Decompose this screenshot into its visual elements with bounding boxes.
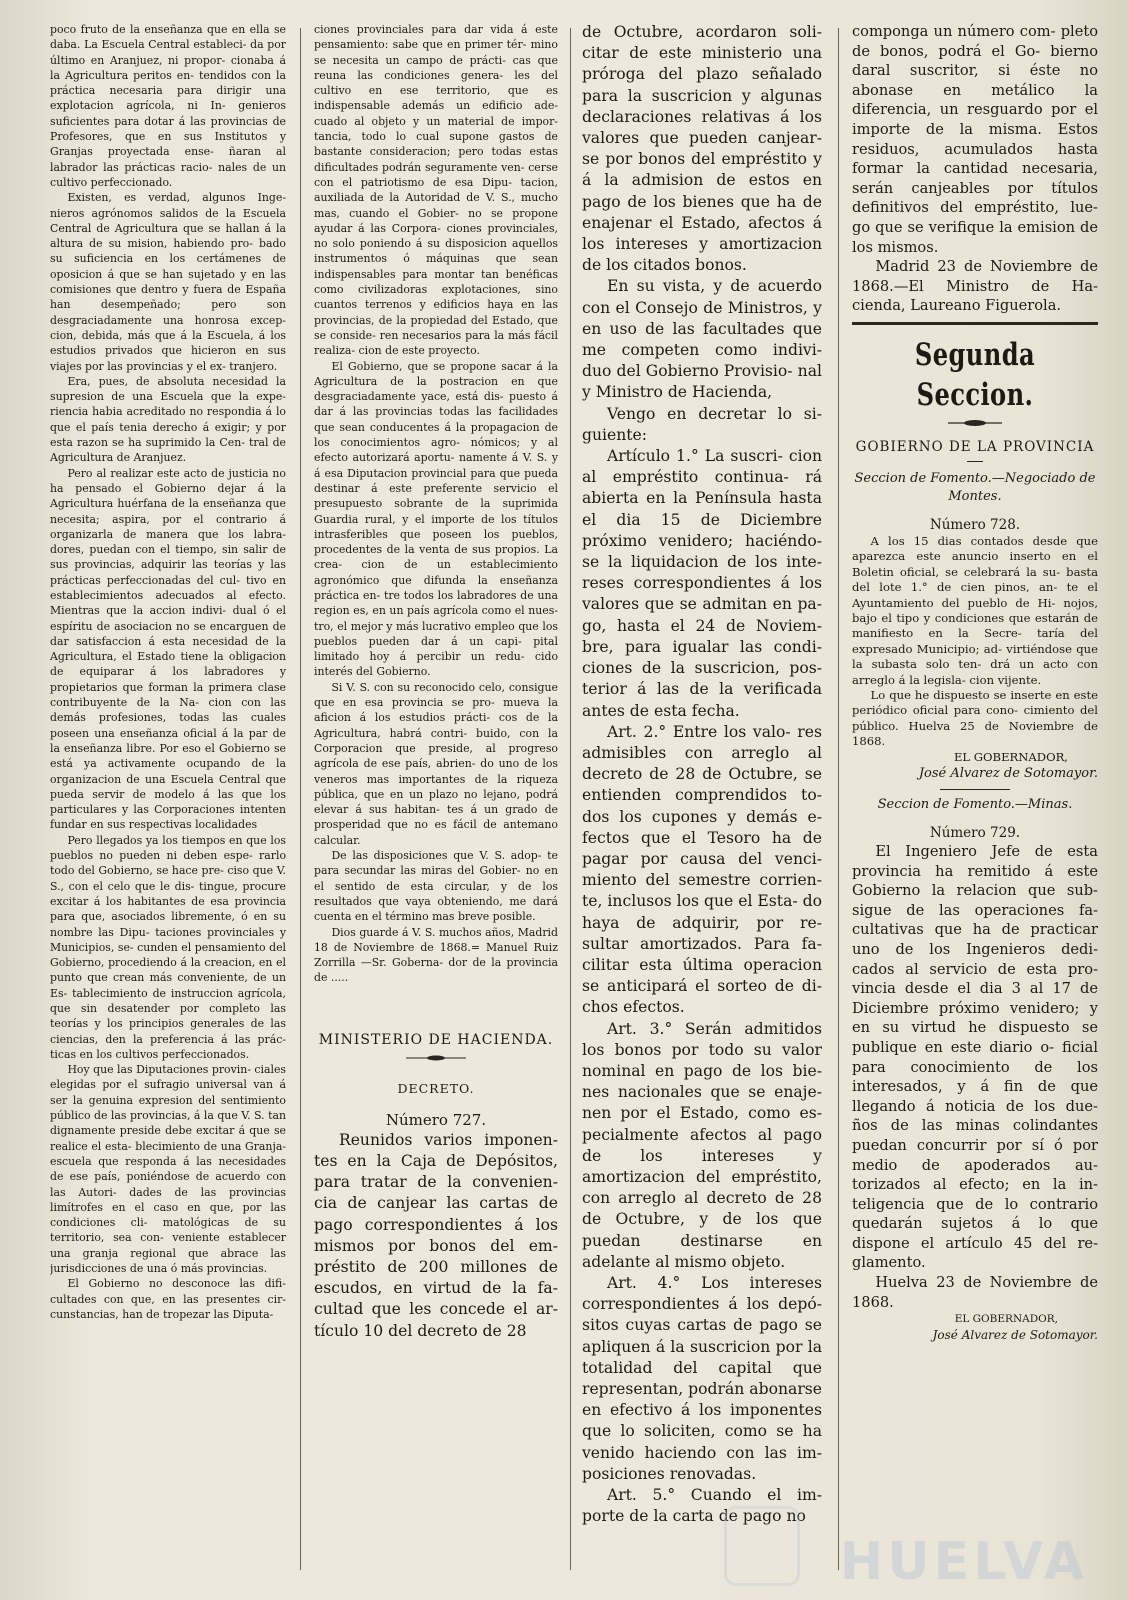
paragraph: Madrid 23 de Noviembre de 1868.—El Ministro de Ha- cienda, Laureano Figuerola. — [852, 258, 1098, 315]
paragraph: ciones provinciales para dar vida á este pensamiento: sabe que en primer tér- mino se necesita un campo de prácti- cas que reuna las condiciones genera- les del cultivo en ese territorio, que es indispensable además un edificio ade- cuado al objeto y un material de impor- tancia, todo lo cual supone gastos de bastante consideracion; pero todas estas dificultades podrán seguramente ven- cerse con el patriotismo de esa Dipu- tacion, auxiliada de la Autoridad de V. S., mucho mas, cuando el Gobier- no se propone ayudar á las Corpora- ciones provinciales, no solo poniendo á su disposicion aquellos instrumentos ó máquinas que sean indispensables para montar tan benéficas como civilizadoras explotaciones, sino cuantos terrenos y edificios haya en las provincias, de la propiedad del Estado, que se conside- ren necesarios para la más fácil realiza- cion de este proyecto. — [314, 23, 558, 358]
governor-title: EL GOBERNADOR, — [953, 749, 1068, 764]
paragraph: Huelva 23 de Noviembre de 1868. — [852, 1274, 1098, 1311]
paragraph: Vengo en decretar lo si- guiente: — [582, 404, 822, 444]
decree-heading: DECRETO. — [397, 1080, 475, 1096]
column-2 — [314, 22, 558, 1586]
paragraph: Pero al realizar este acto de justicia no ha pensado el Gobierno dejar á la Agricultura huérfana de la enseñanza que necesita; aspira, por el contrario á organizarla de manera que los labra- dores, puedan con el tiempo, sin salir de sus provincias, adquirir las teorías y las prácticas perfeccionadas del cul- tivo en establecimientos adecuados al efecto. Mientras que la accion indivi- dual ó el espíritu de asociacion no se encarguen de dar satisfaccion á esta necesidad de la Agricultura, el Estado tiene la obligacion de equiparar á los labradores y propietarios que forman la primera clase contribuyente de la Na- cion con las demás profesiones, todas las cuales poseen una enseñanza oficial á la par de la enseñanza libre. Por eso el Gobierno se está ya activamente ocupando de la organizacion de una Escuela Central que pueda servir de modelo á las que los particulares y las Corporaciones intenten fundar en sus respectivas localidades — [50, 466, 286, 832]
governor-signature: José Alvarez de Sotomayor. — [918, 766, 1098, 781]
paragraph: Artículo 1.° La suscri- cion al empréstito continua- rá abierta en la Península hasta el dia 15 de Diciembre próximo venidero; haciéndo- se la liquidacion de los inte- reses correspondientes á los valores que se admitan en pa- go, hasta el 24 de Noviem- bre, para igualar las condi- ciones de la suscricion, pos- terior á las de la verificada antes de esta fecha. — [582, 447, 822, 720]
governor-signature: José Alvarez de Sotomayor. — [932, 1327, 1098, 1342]
governor-title: EL GOBERNADOR, — [954, 1313, 1058, 1326]
paragraph: A los 15 dias contados desde que aparezca este anuncio inserto en el Boletin oficial, se celebrará la su- basta del lote 1.° de cien pinos, an- te el Ayuntamiento del pueblo de Hi- nojos, bajo el tipo y condiciones que estarán de manifiesto en la Secre- taría del expresado Municipio; ad- virtiéndose que la subasta solo ten- drá un acto con arreglo á la legisla- cion vijente. — [852, 533, 1098, 687]
column-rule — [838, 28, 839, 1570]
paragraph: Hoy que las Diputaciones provin- ciales elegidas por el sufragio universal van á ser la genuina expresion del sentimiento público de las provincias, á la que V. S. tan dignamente preside debe excitar á que se realice el esta- blecimiento de una Granja-escuela que responda á las necesidades de ese país, poniéndose de acuerdo con las Autori- dades de las provincias limítrofes en el caso en que, por las condiciones cli- matológicas de su territorio, sea con- veniente establecer una granja regional que abrace las jurisdicciones de una ó más provincias. — [50, 1063, 286, 1276]
decree-number: Número 727. — [385, 1110, 487, 1129]
column-4 — [852, 22, 1098, 1586]
number-729: Número 729. — [929, 825, 1021, 841]
paragraph: De las disposiciones que V. S. adop- te para secundar las miras del Gobier- no en el sentido de esta circular, y de los resultados que vaya obteniendo, me dará cuenta en el término mas breve posible. — [314, 849, 558, 924]
section-fomento-montes: Seccion de Fomento.—Negociado de Montes. — [854, 470, 1096, 504]
ornament-icon — [940, 419, 1010, 427]
watermark-seal-icon — [724, 1506, 800, 1586]
paragraph: Lo que he dispuesto se inserte en este periódico oficial para cono- cimiento del público. Huelva 25 de Noviembre de 1868. — [852, 687, 1098, 749]
ministry-heading: MINISTERIO DE HACIENDA. — [318, 1031, 554, 1048]
paragraph: Art. 3.° Serán admitidos los bonos por todo su valor nominal en pago de los bie- nes nacionales que se enaje- nen por el Estado, como es- pecialmente afectos al pago de los intereses y amortizacion del empréstito, con arreglo al decreto de 28 de Octubre, y de los que puedan destinarse en adelante al mismo objeto. — [582, 1019, 822, 1271]
paragraph: Existen, es verdad, algunos Inge- nieros agrónomos salidos de la Escuela Central de Agricultura que se hallan á la altura de su mision, habiendo pro- bado su suficiencia en los certámenes de oposicion á que se han sujetado y en las comisiones que dentro y fuera de España han desempeñado; pero son desgraciadamente una honrosa excep- cion, debida, más que á la Escuela, á los estudios privados que hicieron en sus viajes por las provincias y el ex- tranjero. — [50, 191, 286, 373]
paragraph: Era, pues, de absoluta necesidad la supresion de una Escuela que la expe- riencia habia acreditado no respondia á lo que el país tenia derecho á exigir; y por esta razon se ha suprimido la Cen- tral de Agricultura de Aranjuez. — [50, 374, 286, 465]
paragraph: En su vista, y de acuerdo con el Consejo de Ministros, y en uso de las facultades que me competen como indivi- duo del Gobierno Provisio- nal y Ministro de Hacienda, — [582, 277, 822, 402]
paragraph: Art. 2.° Entre los valo- res admisibles con arreglo al decreto de 28 de Octubre, se entienden comprendidos to- dos los cupones y demás e- fectos que el Tesoro ha de pagar por causa del venci- miento del semestre corrien- te, inclusos los que el Esta- do haya de adquirir, por re- sultar amortizados. Para fa- cilitar esta última operacion se anticipará el sorteo de di- chos efectos. — [582, 722, 822, 1017]
column-rule — [300, 28, 301, 1570]
paragraph: Reunidos varios imponen- tes en la Caja de Depósitos, para tratar de la convenien- cia de canjear las cartas de pago correspondientes á los mismos por bonos del em- préstito de 200 millones de escudos, en virtud de la fa- cultad que les concede el ar- tículo 10 del decreto de 28 — [314, 1130, 558, 1340]
government-heading: GOBIERNO DE LA PROVINCIA — [855, 438, 1095, 455]
paragraph: Art. 4.° Los intereses correspondientes á los depó- sitos cuyas cartas de pago se apliquen á la suscricion por la totalidad del capital que representan, podrán abonarse en efectivo á los imponentes que lo soliciten, como se ha venido haciendo con las im- posiciones renovadas. — [582, 1273, 822, 1483]
paragraph: de Octubre, acordaron soli- citar de este ministerio una próroga del plazo señalado para la suscricion y algunas declaraciones relativas á los valores que pueden canjear- se por bonos del empréstito y á la admision de estos en pago de los bienes que ha de enajenar el Estado, afectos á los intereses y amortizacion de los citados bonos. — [582, 23, 822, 275]
ornament-icon — [406, 1054, 466, 1062]
section-rule — [852, 322, 1098, 325]
column-3 — [582, 22, 822, 1586]
paragraph: componga un número com- pleto de bonos, podrá el Go- bierno daral suscritor, si éste no abonase en metálico la diferencia, un resguardo por el importe de la misma. Estos residuos, acumulados hasta formar la cantidad necesaria, serán canjeables por títulos definitivos del empréstito, lue- go que se verifique la emision de los mismos. — [852, 23, 1098, 256]
paragraph: Art. 5.° Cuando el im- porte de la carta de pago no — [582, 1486, 822, 1526]
section-title: Segunda Seccion. — [914, 336, 1036, 413]
paragraph: Si V. S. con su reconocido celo, consigue que en esa provincia se pro- mueva la aficion á los estudios prácti- cos de la Agricultura, habrá contri- buido, con la Corporacion que preside, al progreso agrícola de ese país, abrien- do uno de los veneros mas importantes de la riqueza pública, que en un plazo no lejano, podrá elevar á sus habitan- tes á un grado de prosperidad que no es fácil de antemano calcular. — [314, 680, 558, 847]
column-1 — [50, 22, 286, 1586]
divider — [940, 789, 1010, 790]
watermark: HUELVA — [839, 1532, 1088, 1592]
paragraph: Pero llegados ya los tiempos en que los pueblos no pueden ni deben espe- rarlo todo del Gobierno, se hace pre- ciso que V. S., con el celo que le dis- tingue, procure excitar á los habitantes de esa provincia para que, asociados libremente, ó en su nombre las Dipu- taciones provinciales y Municipios, se- cunden el pensamiento del Gobierno, procediendo á la creacion, en el punto que crean más conveniente, de un Es- tablecimiento de instruccion agrícola, que sin desatender por completo las teorías y los principios generales de las ciencias, den la preferencia á las prác- ticas en los cultivos perfeccionados. — [50, 833, 286, 1061]
divider — [967, 461, 983, 462]
paragraph: Dios guarde á V. S. muchos años, Madrid 18 de Noviembre de 1868.= Manuel Ruiz Zorrilla —Sr. Goberna- dor de la provincia de ..... — [314, 925, 558, 985]
paragraph: El Gobierno no desconoce las difi- cultades con que, en las presentes cir- cunstancias, han de tropezar las Diputa- — [50, 1277, 286, 1321]
paragraph: El Gobierno, que se propone sacar á la Agricultura de la postracion en que desgraciadamente yace, está dis- puesto á dar á las provincias todas las facilidades que sean conducentes á la propagacion de los conocimientos agro- nómicos; y al efecto autorizará aportu- namente á V. S. y á esa Diputacion provincial para que pueda destinar á este preferente servicio el presupuesto sobrante de la suprimida Guardia rural, y el importe de los títulos intrasferibles que poseen los pueblos, procedentes de la venta de sus propios. La crea- cion de un establecimiento agronómico que difunda la enseñanza práctica en- tre todos los labradores de una region es, en un país agrícola como el nues- tro, el mejor y más lucrativo empleo que los pueblos pueden dar á un capi- pital limitado hoy á percibir un redu- cido interés del Gobierno. — [314, 359, 558, 679]
section-fomento-minas: Seccion de Fomento.—Minas. — [877, 797, 1073, 812]
number-728: Número 728. — [929, 516, 1021, 533]
paragraph: poco fruto de la enseñanza que en ella se daba. La Escuela Central estableci- da por último en Aranjuez, ni propor- cionaba á la Agricultura peritos en- tendidos con la práctica necesaria para dirigir una explotacion agrícola, ni In- genieros suficientes para dotar á las provincias de Profesores, que en sus Institutos y Granjas proyectada ense- ñaran al labrador las prácticas racio- nales de un cultivo perfeccionado. — [50, 23, 286, 189]
column-rule — [570, 28, 571, 1570]
paragraph: El Ingeniero Jefe de esta provincia ha remitido á este Gobierno la relacion que sub- sigue de las operaciones fa- cultativas que ha de practicar uno de los Ingenieros dedi- cados al servicio de esta pro- vincia desde el dia 3 al 17 de Diciembre próximo venidero; y en su virtud he dispuesto se publique en este diario o- ficial para conocimiento de los interesados, y á fin de que llegando á noticia de los due- ños de las minas colindantes puedan concurrir por sí ó por medio de apoderados au- torizados al efecto; en la in- teligencia que de lo contrario quedarán sujetos á lo que dispone el artículo 45 del re- glamento. — [852, 843, 1098, 1272]
